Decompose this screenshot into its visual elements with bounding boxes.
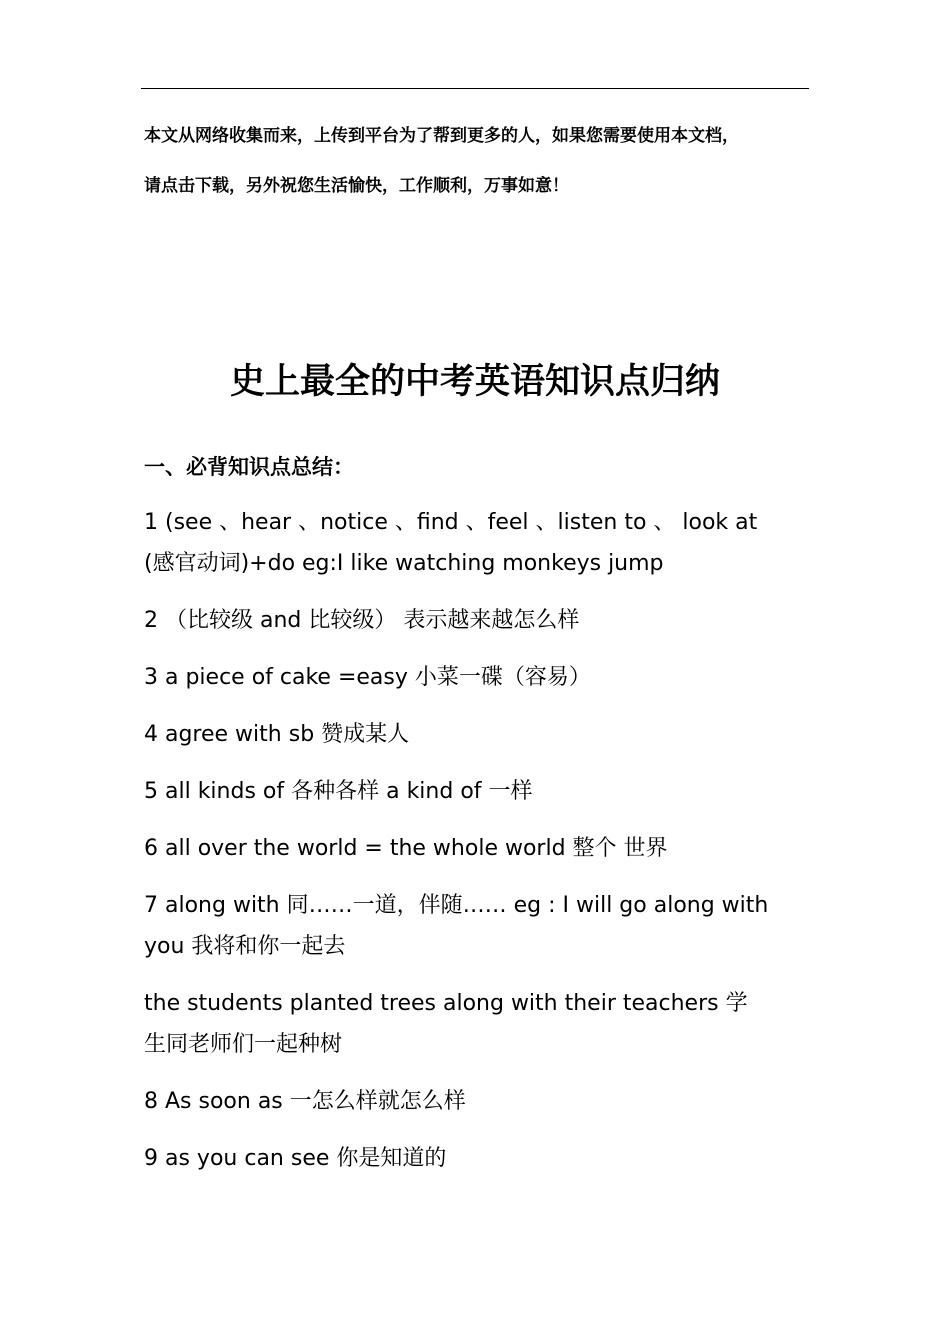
entry-9 <box>144 1138 804 1179</box>
header-rule <box>141 88 809 89</box>
entry-7-line-1: 7 along with 同……一道，伴随…… eg : I will go along with <box>144 893 769 918</box>
entry-2 <box>144 600 804 641</box>
entry-3 <box>144 657 804 698</box>
entry-5 <box>144 771 804 812</box>
download-notice-line-1: 本文从网络收集而来，上传到平台为了帮到更多的人，如果您需要使用本文档， <box>144 126 739 146</box>
entry-8 <box>144 1081 804 1122</box>
entry-1-line-1: 1 (see 、hear 、notice 、find 、feel 、listen to 、 look at <box>144 510 758 535</box>
entry-3-line-1: 3 a piece of cake =easy 小菜一碟（容易） <box>144 665 591 690</box>
entry-7-example-line-2: 生同老师们一起种树 <box>144 1032 343 1057</box>
entry-2-line-1: 2 （比较级 and 比较级） 表示越来越怎么样 <box>144 608 580 633</box>
entry-6 <box>144 828 804 869</box>
entry-7-example-line-1: the students planted trees along with their teachers 学 <box>144 991 748 1016</box>
entry-1-line-2: (感官动词)+do eg:I like watching monkeys jump <box>144 551 664 576</box>
entry-1 <box>144 502 804 584</box>
entry-9-line-1: 9 as you can see 你是知道的 <box>144 1146 447 1171</box>
entry-8-line-1: 8 As soon as 一怎么样就怎么样 <box>144 1089 466 1114</box>
entry-7 <box>144 885 804 967</box>
download-notice-line-2: 请点击下载，另外祝您生活愉快，工作顺利，万事如意！ <box>144 176 569 196</box>
entry-5-line-1: 5 all kinds of 各种各样 a kind of 一样 <box>144 779 533 804</box>
section-heading: 一、必背知识点总结： <box>144 455 354 479</box>
entry-7-example <box>144 983 804 1065</box>
entry-7-line-2: you 我将和你一起去 <box>144 934 346 959</box>
document-title: 史上最全的中考英语知识点归纳 <box>229 362 720 402</box>
entry-4-line-1: 4 agree with sb 赞成某人 <box>144 722 410 747</box>
entry-6-line-1: 6 all over the world = the whole world 整个 世界 <box>144 836 668 861</box>
entry-4 <box>144 714 804 755</box>
